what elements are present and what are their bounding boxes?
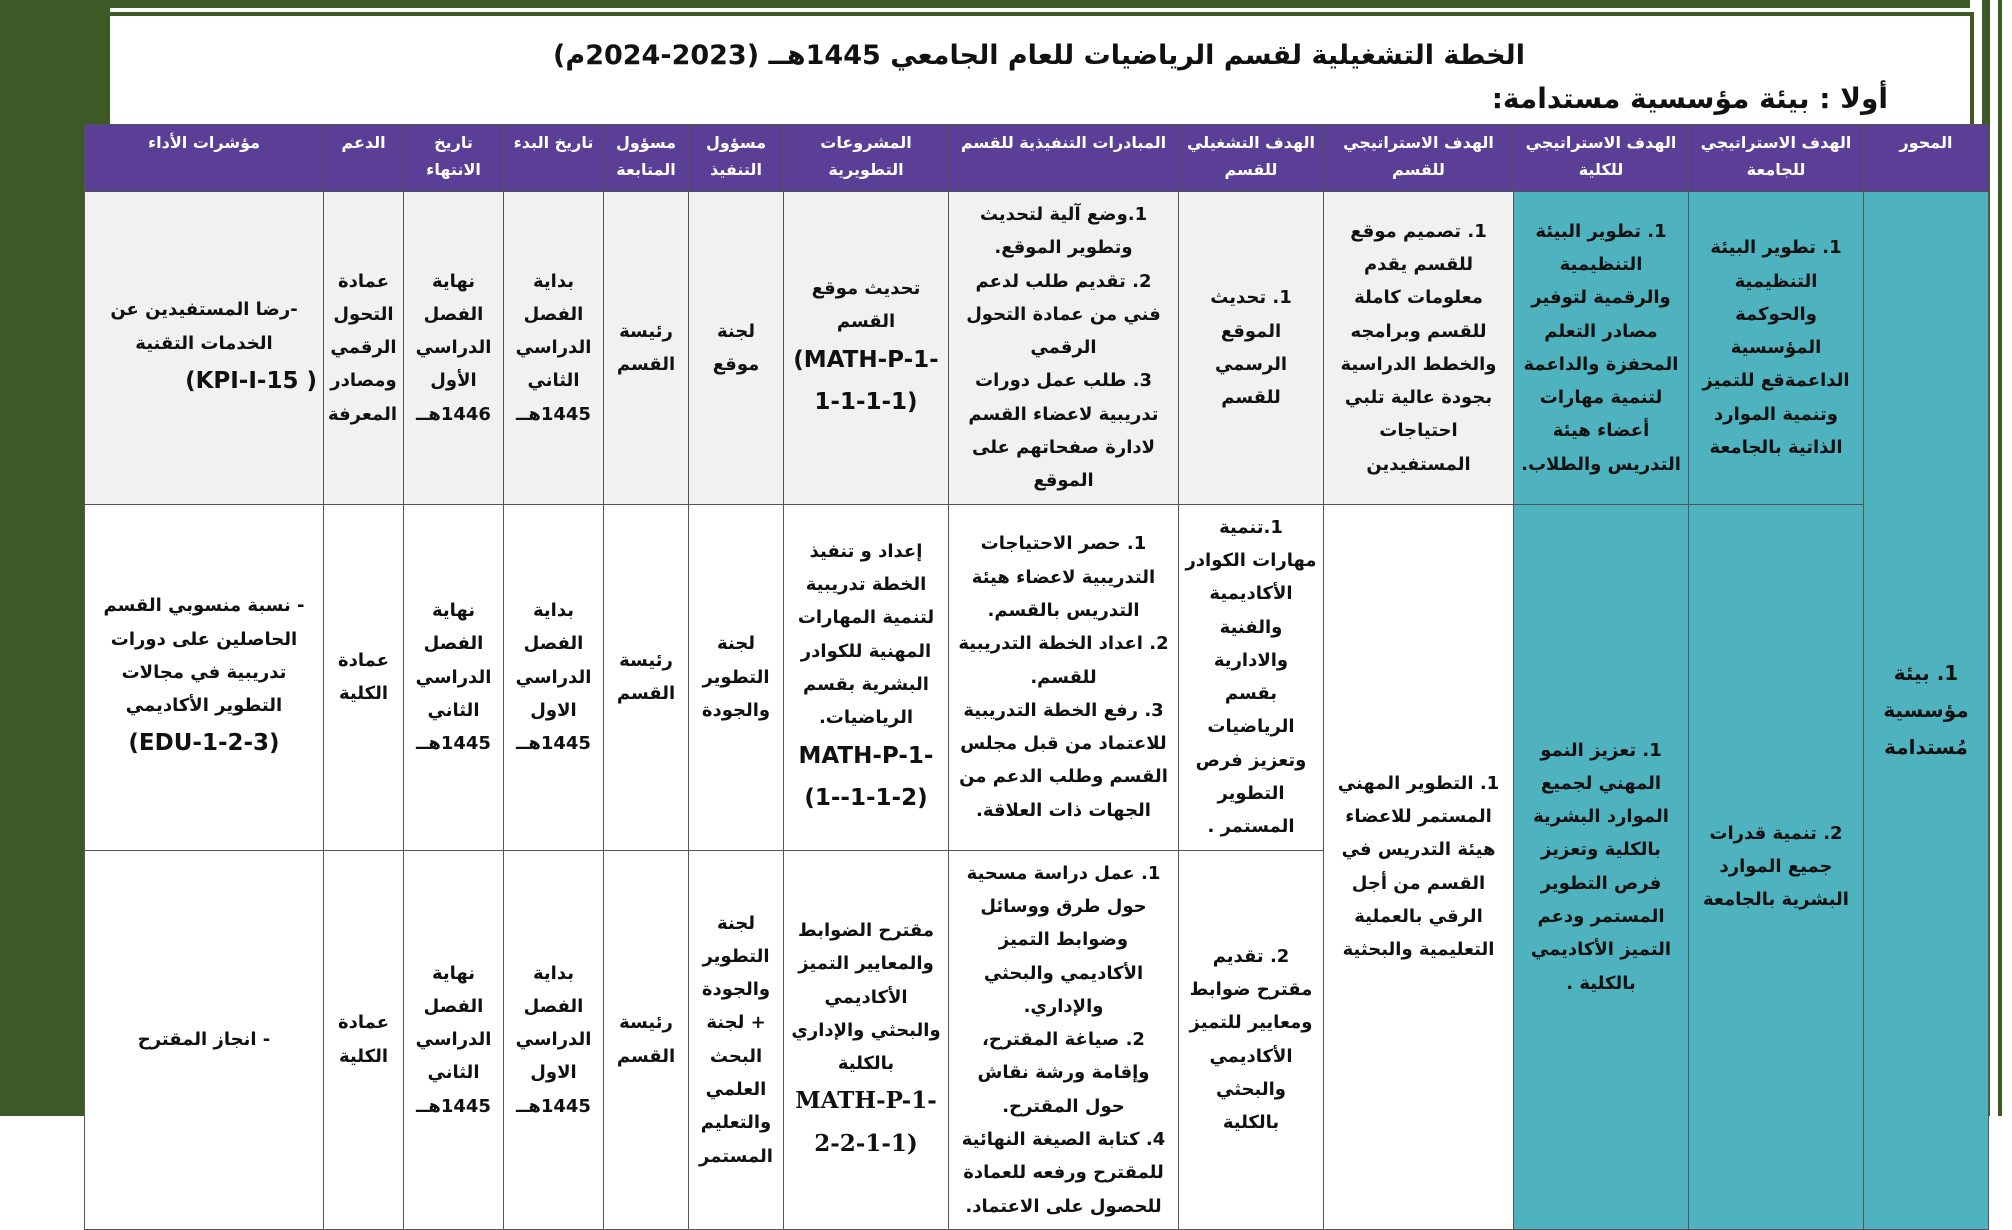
op-goal-cell: 1. تحديث الموقع الرسمي للقسم (1179, 192, 1324, 505)
kpi-text: -رضا المستفيدين عن الخدمات التقنية (110, 299, 298, 354)
end-cell: نهاية الفصل الدراسي الثاني 1445هــ (404, 850, 504, 1229)
kpi-code: (KPI-I-15 ) (185, 367, 317, 394)
frame-top-line (110, 12, 1970, 16)
page-title: الخطة التشغيلية لقسم الرياضيات للعام الجامعي 1445هــ (2023-2024م) (553, 40, 1525, 71)
start-cell: بداية الفصل الدراسي الاول 1445هــ (504, 850, 604, 1229)
end-cell: نهاية الفصل الدراسي الثاني 1445هــ (404, 504, 504, 850)
header-executor: مسؤول التنفيذ (689, 125, 784, 192)
college-goal-cell: 1. تعزيز النمو المهني لجميع الموارد البشرية بالكلية وتعزيز فرص التطوير المستمر ودعم التميز الأكاديمي بالكلية . (1514, 504, 1689, 1229)
project-cell (784, 504, 949, 850)
header-end: تاريخ الانتهاء (404, 125, 504, 192)
college-goal-cell: 1. تطوير البيئة التنظيمية والرقمية لتوفير مصادر التعلم المحفزة والداعمة لتنمية مهارات أعضاء هيئة التدريس والطلاب. (1514, 192, 1689, 505)
project-name: مقترح الضوابط والمعايير التميز الأكاديمي والبحثي والإداري بالكلية (791, 919, 941, 1075)
frame-top-bar (0, 0, 2012, 8)
support-cell: عمادة الكلية (324, 504, 404, 850)
header-dept-goal: الهدف الاستراتيجي للقسم (1324, 125, 1514, 192)
kpi-cell: - انجاز المقترح (85, 850, 324, 1229)
header-op-goal: الهدف التشغيلي للقسم (1179, 125, 1324, 192)
section-heading: أولا : بيئة مؤسسية مستدامة: (1491, 82, 1888, 115)
axis-cell: 1. بيئة مؤسسية مُستدامة (1864, 192, 1989, 1230)
header-uni-goal: الهدف الاستراتيجي للجامعة (1689, 125, 1864, 192)
header-start: تاريخ البدء (504, 125, 604, 192)
op-goal-cell: 2. تقديم مقترح ضوابط ومعايير للتميز الأكاديمي والبحثي بالكلية (1179, 850, 1324, 1229)
project-name: تحديث موقع القسم (811, 277, 921, 333)
start-cell: بداية الفصل الدراسي الثاني 1445هــ (504, 192, 604, 505)
project-code: MATH-P-1-(1--1-1-2) (798, 742, 934, 812)
document-page (103, 18, 1969, 1217)
follow-up-cell: رئيسة القسم (604, 504, 689, 850)
project-code: (MATH-P-1-1-1-1-1) (793, 346, 939, 416)
op-goal-cell: 1.تنمية مهارات الكوادر الأكاديمية والفنية والادارية بقسم الرياضيات وتعزيز فرص التطوير المستمر . (1179, 504, 1324, 850)
follow-up-cell: رئيسة القسم (604, 850, 689, 1229)
project-code: MATH-P-1-2-2-1-1) (795, 1087, 937, 1158)
support-cell: عمادة الكلية (324, 850, 404, 1229)
executor-cell: لجنة التطوير والجودة (689, 504, 784, 850)
header-follow-up: مسؤول المتابعة (604, 125, 689, 192)
header-axis: المحور (1864, 125, 1989, 192)
header-kpi: مؤشرات الأداء (85, 125, 324, 192)
initiatives-cell: 1.وضع آلية لتحديث وتطوير الموقع. 2. تقديم طلب لدعم فني من عمادة التحول الرقمي 3. طلب عمل دورات تدريبية لاعضاء القسم لادارة صفحاتهم على الموقع (949, 192, 1179, 505)
header-row (85, 125, 1989, 192)
project-name: إعداد و تنفيذ الخطة تدريبية لتنمية المهارات المهنية للكوادر البشرية بقسم الرياضيات. (797, 540, 935, 729)
header-projects: المشروعات التطويرية (784, 125, 949, 192)
executor-cell: لجنة موقع (689, 192, 784, 505)
dept-goal-cell: 1. تصميم موقع للقسم يقدم معلومات كاملة للقسم وبرامجه والخطط الدراسية بجودة عالية تلبي احتياجات المستفيدين (1324, 192, 1514, 505)
end-cell: نهاية الفصل الدراسي الأول 1446هــ (404, 192, 504, 505)
project-cell (784, 850, 949, 1229)
initiatives-cell: 1. حصر الاحتياجات التدريبية لاعضاء هيئة التدريس بالقسم. 2. اعداد الخطة التدريبية للقسم. 3. رفع الخطة التدريبية للاعتماد من قبل مجلس القسم وطلب الدعم من الجهات ذات العلاقة. (949, 504, 1179, 850)
executor-cell: لجنة التطوير والجودة + لجنة البحث العلمي والتعليم المستمر (689, 850, 784, 1229)
kpi-cell (85, 504, 324, 850)
uni-goal-cell: 2. تنمية قدرات جميع الموارد البشرية بالجامعة (1689, 504, 1864, 1229)
kpi-text: - نسبة منسوبي القسم الحاصلين على دورات تدريبية في مجالات التطوير الأكاديمي (103, 595, 305, 717)
header-initiatives: المبادرات التنفيذية للقسم (949, 125, 1179, 192)
kpi-cell (85, 192, 324, 505)
follow-up-cell: رئيسة القسم (604, 192, 689, 505)
header-support: الدعم (324, 125, 404, 192)
plan-table (84, 124, 1989, 1230)
header-college-goal: الهدف الاستراتيجي للكلية (1514, 125, 1689, 192)
table-row (85, 504, 1989, 850)
kpi-code: (EDU-1-2-3) (128, 730, 280, 757)
initiatives-cell: 1. عمل دراسة مسحية حول طرق ووسائل وضوابط التميز الأكاديمي والبحثي والإداري. 2. صياغة المقترح، وإقامة ورشة نقاش حول المقترح. 4. كتابة الصيغة النهائية للمقترح ورفعه للعمادة للحصول على الاعتماد. (949, 850, 1179, 1229)
project-cell (784, 192, 949, 505)
table-row (85, 192, 1989, 505)
uni-goal-cell: 1. تطوير البيئة التنظيمية والحوكمة المؤسسية الداعمةقع للتميز وتنمية الموارد الذاتية بالجامعة (1689, 192, 1864, 505)
dept-goal-cell: 1. التطوير المهني المستمر للاعضاء هيئة التدريس في القسم من أجل الرقي بالعملية التعليمية والبحثية (1324, 504, 1514, 1229)
start-cell: بداية الفصل الدراسي الاول 1445هــ (504, 504, 604, 850)
support-cell: عمادة التحول الرقمي ومصادر المعرفة (324, 192, 404, 505)
